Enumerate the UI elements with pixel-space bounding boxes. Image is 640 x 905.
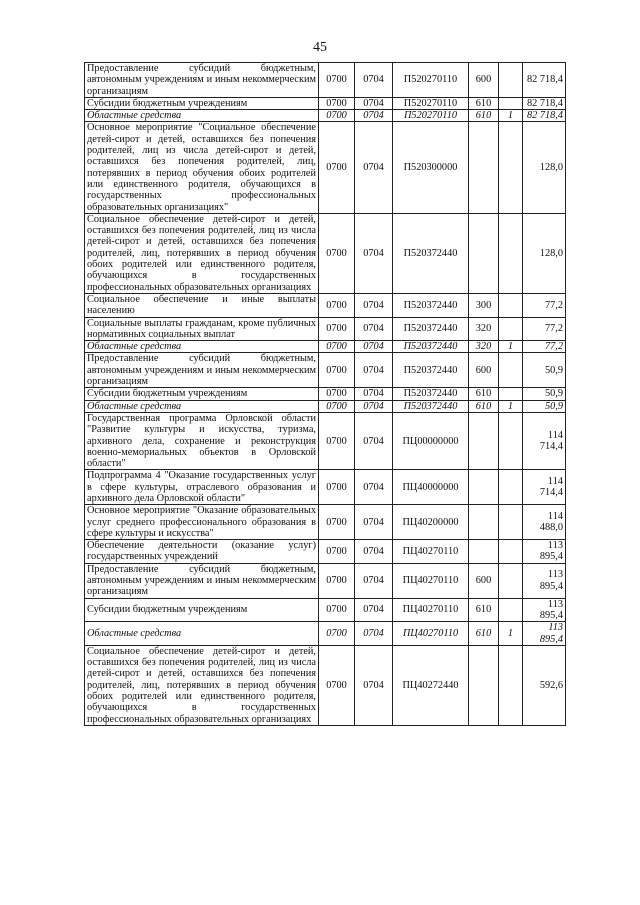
cell-amount: 114 714,4 xyxy=(523,470,566,505)
cell-section: 0700 xyxy=(319,341,355,353)
cell-funding-source xyxy=(499,353,523,388)
cell-subsection: 0704 xyxy=(355,213,393,293)
cell-section: 0700 xyxy=(319,412,355,469)
cell-amount: 77,2 xyxy=(523,317,566,341)
cell-subsection: 0704 xyxy=(355,122,393,213)
cell-amount: 82 718,4 xyxy=(523,110,566,122)
cell-subsection: 0704 xyxy=(355,540,393,564)
cell-amount: 50,9 xyxy=(523,388,566,400)
cell-description: Областные средства xyxy=(85,400,319,412)
cell-subsection: 0704 xyxy=(355,563,393,598)
cell-amount: 113 895,4 xyxy=(523,563,566,598)
table-row xyxy=(85,213,566,293)
cell-target-article: П520372440 xyxy=(393,317,469,341)
cell-subsection: 0704 xyxy=(355,470,393,505)
cell-section: 0700 xyxy=(319,317,355,341)
table-row xyxy=(85,122,566,213)
cell-expense-type: 610 xyxy=(469,110,499,122)
cell-target-article: ПЦ40270110 xyxy=(393,563,469,598)
cell-amount: 77,2 xyxy=(523,293,566,317)
cell-description: Областные средства xyxy=(85,622,319,646)
cell-expense-type: 600 xyxy=(469,63,499,98)
cell-expense-type xyxy=(469,645,499,725)
cell-subsection: 0704 xyxy=(355,645,393,725)
cell-subsection: 0704 xyxy=(355,412,393,469)
cell-amount: 82 718,4 xyxy=(523,63,566,98)
cell-amount: 128,0 xyxy=(523,122,566,213)
cell-funding-source xyxy=(499,540,523,564)
table-row xyxy=(85,63,566,98)
cell-funding-source xyxy=(499,97,523,109)
cell-funding-source xyxy=(499,505,523,540)
cell-description: Обеспечение деятельности (оказание услуг) государственных учреждений xyxy=(85,540,319,564)
cell-funding-source xyxy=(499,317,523,341)
cell-expense-type xyxy=(469,412,499,469)
cell-section: 0700 xyxy=(319,110,355,122)
cell-section: 0700 xyxy=(319,645,355,725)
cell-target-article: ПЦ40200000 xyxy=(393,505,469,540)
cell-subsection: 0704 xyxy=(355,97,393,109)
cell-section: 0700 xyxy=(319,505,355,540)
table-row xyxy=(85,645,566,725)
cell-description: Областные средства xyxy=(85,341,319,353)
cell-description: Подпрограмма 4 "Оказание государственных услуг в сфере культуры, отраслевого образования и архивного дела Орловской области" xyxy=(85,470,319,505)
cell-expense-type: 600 xyxy=(469,563,499,598)
cell-section: 0700 xyxy=(319,353,355,388)
cell-expense-type: 610 xyxy=(469,388,499,400)
table-row xyxy=(85,598,566,622)
cell-description: Социальное обеспечение детей-сирот и детей, оставшихся без попечения родителей, лиц из числа детей-сирот и детей, оставшихся без попечения родителей, лиц, потерявших в период обучения обоих родителей или единственного родителя, обучающихся в государственных профессиональных образовательных организациях xyxy=(85,213,319,293)
cell-description: Субсидии бюджетным учреждениям xyxy=(85,97,319,109)
cell-description: Предоставление субсидий бюджетным, автономным учреждениям и иным некоммерческим организациям xyxy=(85,563,319,598)
table-row xyxy=(85,97,566,109)
cell-subsection: 0704 xyxy=(355,505,393,540)
cell-expense-type: 320 xyxy=(469,341,499,353)
cell-target-article: ПЦ40270110 xyxy=(393,540,469,564)
cell-funding-source xyxy=(499,63,523,98)
cell-target-article: ПЦ40270110 xyxy=(393,622,469,646)
table-row xyxy=(85,293,566,317)
cell-description: Социальное обеспечение детей-сирот и детей, оставшихся без попечения родителей, лиц из числа детей-сирот и детей, оставшихся без попечения родителей, лиц, потерявших в период обучения обоих родителей или единственного родителя, обучающихся в государственных профессиональных образовательных организациях xyxy=(85,645,319,725)
cell-description: Субсидии бюджетным учреждениям xyxy=(85,388,319,400)
cell-target-article: П520270110 xyxy=(393,63,469,98)
cell-target-article: П520300000 xyxy=(393,122,469,213)
cell-amount: 114 714,4 xyxy=(523,412,566,469)
cell-section: 0700 xyxy=(319,293,355,317)
cell-expense-type: 610 xyxy=(469,598,499,622)
table-row xyxy=(85,412,566,469)
cell-amount: 50,9 xyxy=(523,353,566,388)
cell-target-article: ПЦ40270110 xyxy=(393,598,469,622)
cell-description: Основное мероприятие "Оказание образовательных услуг среднего профессионального образования в сфере культуры и искусства" xyxy=(85,505,319,540)
cell-expense-type: 610 xyxy=(469,400,499,412)
cell-amount: 113 895,4 xyxy=(523,598,566,622)
cell-subsection: 0704 xyxy=(355,317,393,341)
cell-funding-source xyxy=(499,598,523,622)
table-row xyxy=(85,388,566,400)
budget-table-body xyxy=(85,63,566,726)
cell-expense-type: 300 xyxy=(469,293,499,317)
cell-description: Государственная программа Орловской области "Развитие культуры и искусства, туризма, архивного дела, сохранение и реконструкция военно-мемориальных объектов в Орловской области" xyxy=(85,412,319,469)
cell-section: 0700 xyxy=(319,470,355,505)
cell-amount: 113 895,4 xyxy=(523,540,566,564)
cell-subsection: 0704 xyxy=(355,341,393,353)
table-row xyxy=(85,540,566,564)
cell-expense-type xyxy=(469,213,499,293)
table-row xyxy=(85,353,566,388)
cell-expense-type xyxy=(469,505,499,540)
cell-target-article: ПЦ40272440 xyxy=(393,645,469,725)
cell-funding-source: 1 xyxy=(499,110,523,122)
table-row xyxy=(85,110,566,122)
table-row xyxy=(85,400,566,412)
cell-funding-source: 1 xyxy=(499,400,523,412)
cell-subsection: 0704 xyxy=(355,353,393,388)
cell-subsection: 0704 xyxy=(355,622,393,646)
cell-amount: 50,9 xyxy=(523,400,566,412)
page-number: 45 xyxy=(313,40,327,55)
cell-subsection: 0704 xyxy=(355,63,393,98)
cell-amount: 114 488,0 xyxy=(523,505,566,540)
cell-funding-source xyxy=(499,122,523,213)
table-row xyxy=(85,470,566,505)
cell-target-article: П520372440 xyxy=(393,400,469,412)
cell-funding-source: 1 xyxy=(499,341,523,353)
cell-section: 0700 xyxy=(319,122,355,213)
cell-section: 0700 xyxy=(319,563,355,598)
cell-amount: 82 718,4 xyxy=(523,97,566,109)
cell-section: 0700 xyxy=(319,540,355,564)
cell-subsection: 0704 xyxy=(355,598,393,622)
cell-target-article: ПЦ00000000 xyxy=(393,412,469,469)
cell-funding-source xyxy=(499,388,523,400)
cell-amount: 592,6 xyxy=(523,645,566,725)
cell-expense-type xyxy=(469,540,499,564)
cell-section: 0700 xyxy=(319,388,355,400)
cell-target-article: П520372440 xyxy=(393,293,469,317)
cell-amount: 128,0 xyxy=(523,213,566,293)
cell-section: 0700 xyxy=(319,213,355,293)
cell-funding-source xyxy=(499,293,523,317)
cell-target-article: П520372440 xyxy=(393,213,469,293)
cell-target-article: П520270110 xyxy=(393,110,469,122)
cell-target-article: П520372440 xyxy=(393,388,469,400)
cell-subsection: 0704 xyxy=(355,388,393,400)
cell-description: Предоставление субсидий бюджетным, автономным учреждениям и иным некоммерческим организациям xyxy=(85,353,319,388)
cell-funding-source xyxy=(499,470,523,505)
cell-target-article: П520372440 xyxy=(393,341,469,353)
cell-section: 0700 xyxy=(319,598,355,622)
cell-subsection: 0704 xyxy=(355,400,393,412)
cell-funding-source xyxy=(499,645,523,725)
cell-description: Социальные выплаты гражданам, кроме публичных нормативных социальных выплат xyxy=(85,317,319,341)
cell-subsection: 0704 xyxy=(355,293,393,317)
cell-amount: 77,2 xyxy=(523,341,566,353)
table-row xyxy=(85,563,566,598)
cell-funding-source: 1 xyxy=(499,622,523,646)
budget-table xyxy=(84,62,566,726)
cell-expense-type xyxy=(469,122,499,213)
cell-section: 0700 xyxy=(319,622,355,646)
table-row xyxy=(85,622,566,646)
cell-description: Областные средства xyxy=(85,110,319,122)
cell-expense-type xyxy=(469,470,499,505)
table-row xyxy=(85,317,566,341)
cell-description: Предоставление субсидий бюджетным, автономным учреждениям и иным некоммерческим организациям xyxy=(85,63,319,98)
cell-funding-source xyxy=(499,213,523,293)
cell-description: Основное мероприятие "Социальное обеспечение детей-сирот и детей, оставшихся без попечения родителей, лиц из числа детей-сирот и детей, оставшихся без попечения родителей, лиц, потерявших в период обучения обоих родителей или единственного родителя, обучающихся в государственных профессиональных образовательных организациях" xyxy=(85,122,319,213)
cell-target-article: ПЦ40000000 xyxy=(393,470,469,505)
cell-expense-type: 320 xyxy=(469,317,499,341)
cell-expense-type: 610 xyxy=(469,622,499,646)
cell-funding-source xyxy=(499,412,523,469)
cell-description: Социальное обеспечение и иные выплаты населению xyxy=(85,293,319,317)
table-row xyxy=(85,341,566,353)
cell-expense-type: 600 xyxy=(469,353,499,388)
table-row xyxy=(85,505,566,540)
cell-target-article: П520270110 xyxy=(393,97,469,109)
cell-section: 0700 xyxy=(319,400,355,412)
cell-subsection: 0704 xyxy=(355,110,393,122)
cell-section: 0700 xyxy=(319,63,355,98)
cell-target-article: П520372440 xyxy=(393,353,469,388)
cell-section: 0700 xyxy=(319,97,355,109)
cell-description: Субсидии бюджетным учреждениям xyxy=(85,598,319,622)
cell-funding-source xyxy=(499,563,523,598)
cell-expense-type: 610 xyxy=(469,97,499,109)
cell-amount: 113 895,4 xyxy=(523,622,566,646)
